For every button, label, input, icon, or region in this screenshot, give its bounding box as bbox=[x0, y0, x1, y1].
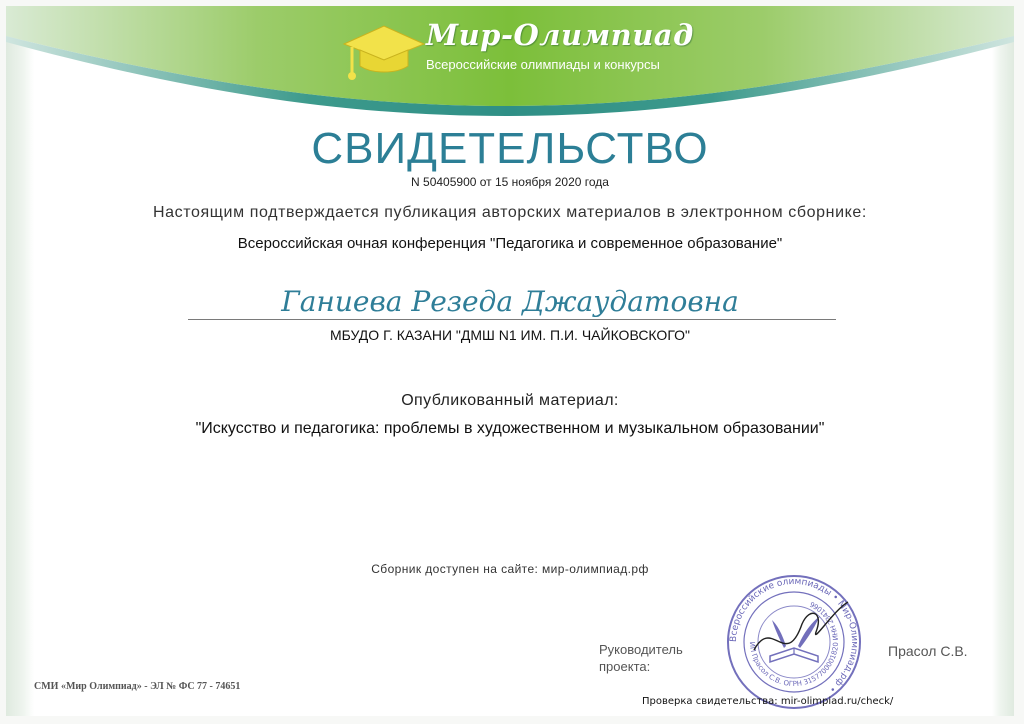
leader-label-line1: Руководитель bbox=[599, 642, 683, 657]
confirmation-text: Настоящим подтверждается публикация авторских материалов в электронном сборнике: bbox=[153, 204, 867, 221]
project-leader-name: Прасол С.В. bbox=[888, 643, 968, 659]
stamp-inner-text: ИП Прасол С.В. ОГРН 3157700001820 ИНН 2341066 bbox=[747, 599, 841, 689]
organization-name: МБУДО Г. КАЗАНИ "ДМШ N1 ИМ. П.И. ЧАЙКОВСКОГО" bbox=[330, 327, 690, 343]
svg-text:ИП Прасол С.В. ОГРН 3157700001 bbox=[748, 599, 840, 688]
certificate-number: N 50405900 от 15 ноября 2020 года bbox=[411, 175, 609, 189]
conference-name: Всероссийская очная конференция "Педагогика и современное образование" bbox=[237, 235, 783, 252]
certificate-page bbox=[6, 6, 1014, 716]
media-registration: СМИ «Мир Олимпиад» - ЭЛ № ФС 77 - 74651 bbox=[34, 681, 241, 692]
certificate-title: СВИДЕТЕЛЬСТВО bbox=[311, 124, 709, 173]
logo-title: Мир-Олимпиад bbox=[426, 18, 694, 52]
collection-site-text: Сборник доступен на сайте: мир-олимпиад.рф bbox=[371, 562, 649, 576]
project-leader-label bbox=[599, 641, 709, 675]
stamp-outer-text: Всероссийские олимпиады • Мир-Олимпиад.рф • bbox=[728, 576, 860, 695]
published-material-label: Опубликованный материал: bbox=[401, 392, 619, 409]
verification-link-text: Проверка свидетельства: mir-olimpiad.ru/check/ bbox=[642, 696, 894, 707]
name-underline bbox=[188, 319, 836, 320]
leader-label-line2: проекта: bbox=[599, 659, 651, 674]
recipient-name: Ганиева Резеда Джаудатовна bbox=[281, 285, 739, 318]
official-stamp bbox=[724, 572, 864, 712]
published-material-title: "Искусство и педагогика: проблемы в художественном и музыкальном образовании" bbox=[195, 420, 825, 437]
graduation-cap-icon bbox=[336, 16, 426, 86]
logo-subtitle: Всероссийские олимпиады и конкурсы bbox=[426, 57, 660, 72]
